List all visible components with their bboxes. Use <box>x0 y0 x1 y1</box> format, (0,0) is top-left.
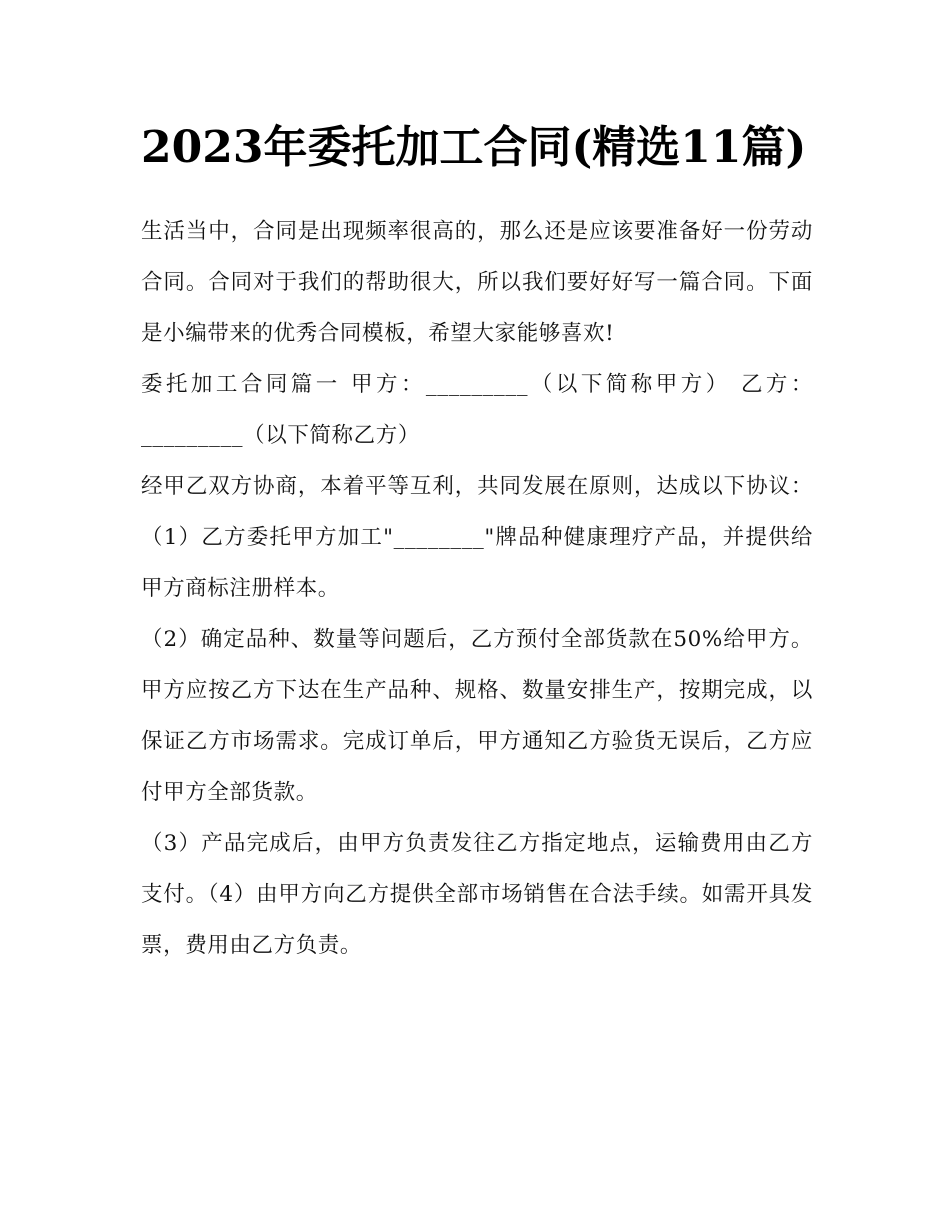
document-title: 2023年委托加工合同(精选11篇) <box>141 122 807 173</box>
parties-paragraph: 委托加工合同篇一 甲方：_________（以下简称甲方） 乙方：_________（以下简称乙方） <box>141 372 813 448</box>
clause-3-4-paragraph: （3）产品完成后，由甲方负责发往乙方指定地点，运输费用由乙方支付。（4）由甲方向乙方提供全部市场销售在合法手续。如需开具发票，费用由乙方负责。 <box>141 831 813 958</box>
document-body <box>141 206 813 971</box>
intro-paragraph: 生活当中，合同是出现频率很高的，那么还是应该要准备好一份劳动合同。合同对于我们的帮助很大，所以我们要好好写一篇合同。下面是小编带来的优秀合同模板，希望大家能够喜欢! <box>141 219 813 346</box>
document-page <box>141 118 813 971</box>
clause-1-paragraph: 经甲乙双方协商，本着平等互利，共同发展在原则，达成以下协议：（1）乙方委托甲方加工"________"牌品种健康理疗产品，并提供给甲方商标注册样本。 <box>141 474 813 601</box>
clause-2-paragraph: （2）确定品种、数量等问题后，乙方预付全部货款在50%给甲方。甲方应按乙方下达在生产品种、规格、数量安排生产，按期完成，以保证乙方市场需求。完成订单后，甲方通知乙方验货无误后，乙方应付甲方全部货款。 <box>141 627 813 805</box>
